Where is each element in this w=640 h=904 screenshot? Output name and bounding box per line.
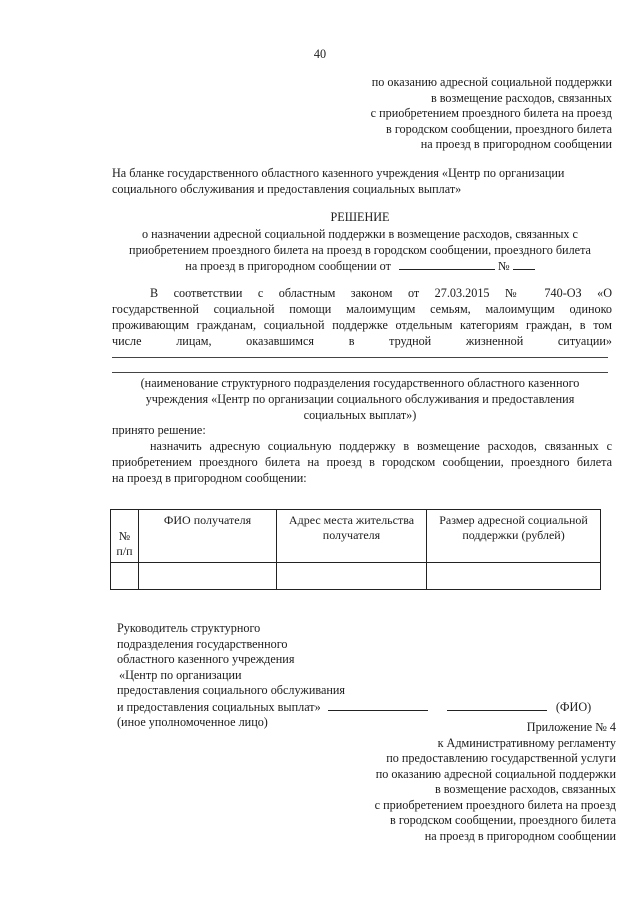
fio-field[interactable]: [447, 699, 547, 711]
dept-blank-line[interactable]: [112, 357, 608, 358]
signature-last-text: и предоставления социальных выплат»: [117, 699, 321, 714]
top-caption-line: с приобретением проездного билета на проезд: [370, 106, 612, 120]
signature-note: (иное уполномоченное лицо): [117, 715, 268, 729]
signature-block: [117, 621, 617, 731]
appendix-line: по предоставлению государственной услуги: [386, 751, 616, 765]
dept-caption: [108, 375, 612, 423]
col-header-address: Адрес места жительства получателя: [277, 510, 427, 563]
dept-caption-line: социальных выплат»): [303, 408, 417, 422]
dept-caption-line: учреждения «Центр по организации социального обслуживания и предоставления: [145, 392, 575, 406]
law-line: государственной социальной помощи малоимущим семьям, малоимущим одиноко: [112, 302, 612, 316]
table-cell[interactable]: [139, 563, 277, 590]
appendix-line: Приложение № 4: [526, 720, 616, 734]
top-caption-line: в возмещение расходов, связанных: [430, 90, 612, 105]
signature-field[interactable]: [328, 699, 428, 711]
col-header-fio: ФИО получателя: [139, 510, 277, 563]
assign-line: назначить адресную социальную поддержку в возмещение расходов, связанных с: [150, 439, 612, 453]
signature-last-row: [117, 699, 617, 716]
appendix-line: к Административному регламенту: [437, 735, 616, 750]
signature-line: подразделения государственного: [117, 636, 288, 651]
appendix-line: по оказанию адресной социальной поддержки: [375, 766, 616, 781]
appendix-line: в городском сообщении, проездного билета: [390, 813, 616, 827]
signature-line: Руководитель структурного: [117, 621, 261, 635]
appendix-line: с приобретением проездного билета на проезд: [374, 797, 616, 812]
decision-subtitle-line: о назначении адресной социальной поддержки в возмещение расходов, связанных с: [142, 227, 578, 241]
dept-caption-line: (наименование структурного подразделения государственного областного казенного: [140, 376, 580, 390]
decision-number-field[interactable]: [513, 258, 535, 270]
top-caption-line: в городском сообщении, проездного билета: [386, 121, 612, 136]
decision-subtitle: [108, 226, 612, 274]
table-row: [111, 563, 601, 590]
blank-note: [112, 165, 612, 197]
table-header-row: [111, 510, 601, 563]
signature-line: областного казенного учреждения: [117, 652, 295, 666]
appendix-line: на проезд в пригородном сообщении: [424, 828, 616, 843]
law-line: В соответствии с областным законом от 27.03.2015 № 740-ОЗ «О: [150, 286, 612, 300]
appendix-line: в возмещение расходов, связанных: [434, 782, 616, 796]
law-paragraph: [112, 285, 612, 349]
assign-paragraph: [112, 438, 612, 486]
decision-made: принято решение:: [112, 423, 206, 437]
decision-date-field[interactable]: [399, 258, 495, 270]
top-caption: [250, 75, 612, 153]
appendix-header: [250, 720, 616, 844]
top-caption-line: по оказанию адресной социальной поддержки: [371, 75, 612, 89]
blank-note-line: На бланке государственного областного казенного учреждения «Центр по организации: [112, 166, 565, 180]
signature-line: «Центр по организации: [119, 667, 242, 682]
page-number: 40: [313, 47, 327, 61]
signature-line: предоставления социального обслуживания: [117, 683, 346, 697]
assign-line: приобретением проездного билета на проезд в городском сообщении, проездного билета: [112, 455, 612, 469]
decision-subtitle-line: приобретением проездного билета на проезд в городском сообщении, проездного билета: [129, 243, 591, 257]
recipients-table: [110, 509, 601, 590]
dept-blank-line[interactable]: [112, 372, 608, 373]
law-line: проживающим гражданам, социальной поддержке отдельным категориям граждан, в том: [112, 318, 612, 332]
decision-subtitle-text: на проезд в пригородном сообщении от: [185, 259, 391, 273]
decision-title: РЕШЕНИЕ: [330, 210, 390, 224]
law-line: числе лицам, оказавшимся в трудной жизненной ситуации»: [112, 334, 612, 348]
assign-line: на проезд в пригородном сообщении:: [112, 471, 307, 485]
blank-note-line: социального обслуживания и предоставления социальных выплат»: [112, 182, 462, 196]
table-cell[interactable]: [427, 563, 601, 590]
col-header-amount: Размер адресной социальной поддержки (рублей): [427, 510, 601, 563]
decision-subtitle-last: [108, 258, 612, 274]
table-cell[interactable]: [111, 563, 139, 590]
table-cell[interactable]: [277, 563, 427, 590]
col-header-num: № п/п: [111, 510, 139, 563]
top-caption-line: на проезд в пригородном сообщении: [420, 137, 612, 151]
decision-number-sign: №: [498, 259, 510, 273]
signature-fio-label: (ФИО): [555, 699, 592, 714]
